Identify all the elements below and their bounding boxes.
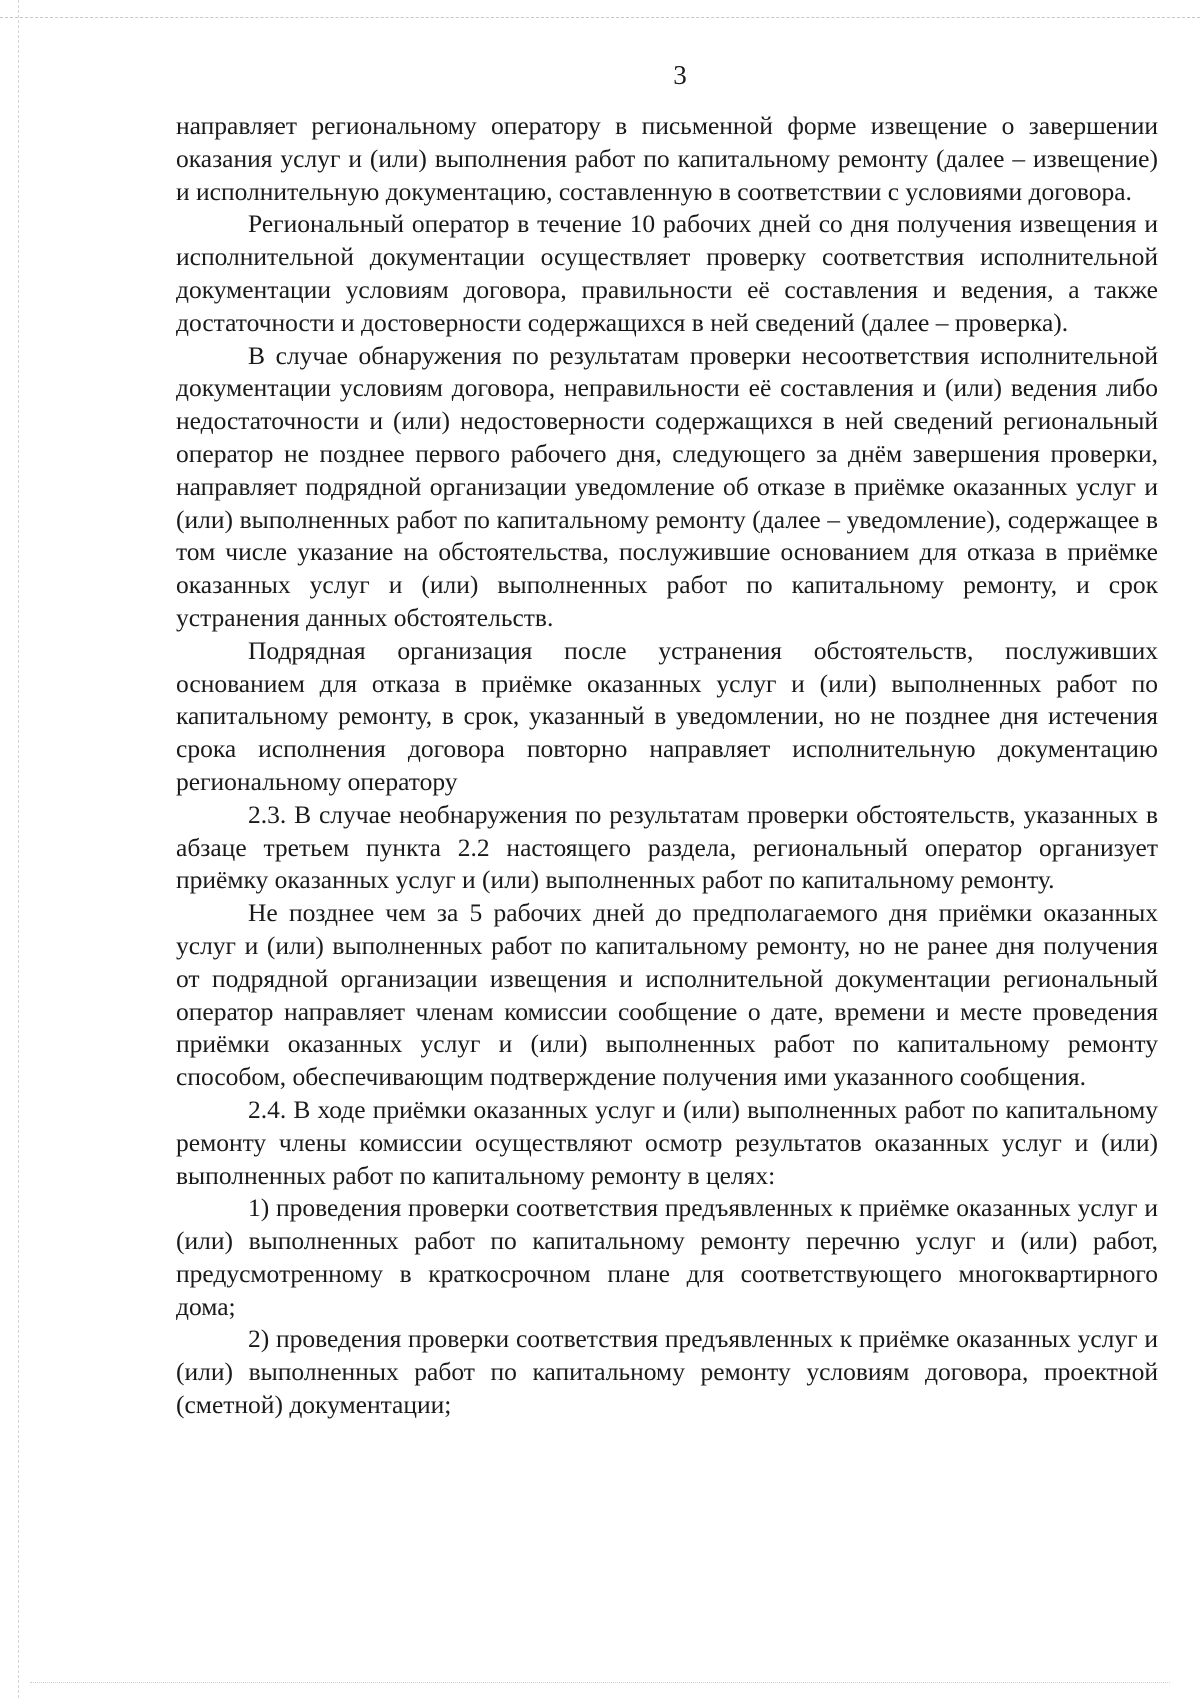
scan-left-edge: [18, 0, 19, 1698]
paragraph-clause-2-3: 2.3. В случае необнаружения по результатам проверки обстоятельств, указанных в абзаце третьем пункта 2.2 настоящего раздела, региональный оператор организует приёмку оказанных услуг и (или) выполненных работ по капитальному ремонту.: [176, 799, 1158, 895]
list-item-2: 2) проведения проверки соответствия предъявленных к приёмке оказанных услуг и (или) выполненных работ по капитальному ремонту условиям договора, проектной (сметной) документации;: [176, 1324, 1158, 1420]
scan-top-edge: [0, 17, 1200, 18]
page-number: 3: [673, 60, 687, 90]
paragraph-3: В случае обнаружения по результатам проверки несоответствия исполнительной документации условиям договора, неправильности её составления и (или) ведения либо недостаточности и (или) недостоверности содержащихся в ней сведений региональный оператор не позднее первого рабочего дня, следующего за днём завершения проверки, направляет подрядной организации уведомление об отказе в приёмке оказанных услуг и (или) выполненных работ по капитальному ремонту (далее – уведомление), содержащее в том числе указание на обстоятельства, послужившие основанием для отказа в приёмке оказанных услуг и (или) выполненных работ по капитальному ремонту, и срок устранения данных обстоятельств.: [176, 340, 1158, 632]
paragraph-1: направляет региональному оператору в письменной форме извещение о завершении оказания услуг и (или) выполнения работ по капитальному ремонту (далее – извещение) и исполнительную документацию, составленную в соответствии с условиями договора.: [176, 111, 1158, 206]
document-body: [176, 110, 1158, 1422]
scan-bottom-edge: [30, 1682, 1170, 1683]
paragraph-6: Не позднее чем за 5 рабочих дней до предполагаемого дня приёмки оказанных услуг и (или) выполненных работ по капитальному ремонту, но не ранее дня получения от подрядной организации извещения и исполнительной документации региональный оператор направляет членам комиссии сообщение о дате, времени и месте проведения приёмки оказанных услуг и (или) выполненных работ по капитальному ремонту способом, обеспечивающим подтверждение получения ими указанного сообщения.: [176, 898, 1158, 1092]
list-item-1: 1) проведения проверки соответствия предъявленных к приёмке оказанных услуг и (или) выполненных работ по капитальному ремонту перечню услуг и (или) работ, предусмотренному в краткосрочном плане для соответствующего многоквартирного дома;: [176, 1193, 1158, 1321]
paragraph-clause-2-4: 2.4. В ходе приёмки оказанных услуг и (или) выполненных работ по капитальному ремонту члены комиссии осуществляют осмотр результатов оказанных услуг и (или) выполненных работ по капитальному ремонту в целях:: [176, 1094, 1158, 1190]
paragraph-2: Региональный оператор в течение 10 рабочих дней со дня получения извещения и исполнительной документации осуществляет проверку соответствия исполнительной документации условиям договора, правильности её составления и ведения, а также достаточности и достоверности содержащихся в ней сведений (далее – проверка).: [176, 209, 1158, 337]
paragraph-4: Подрядная организация после устранения обстоятельств, послуживших основанием для отказа в приёмке оказанных услуг и (или) выполненных работ по капитальному ремонту, в срок, указанный в уведомлении, но не позднее дня истечения срока исполнения договора повторно направляет исполнительную документацию региональному оператору: [176, 635, 1158, 796]
